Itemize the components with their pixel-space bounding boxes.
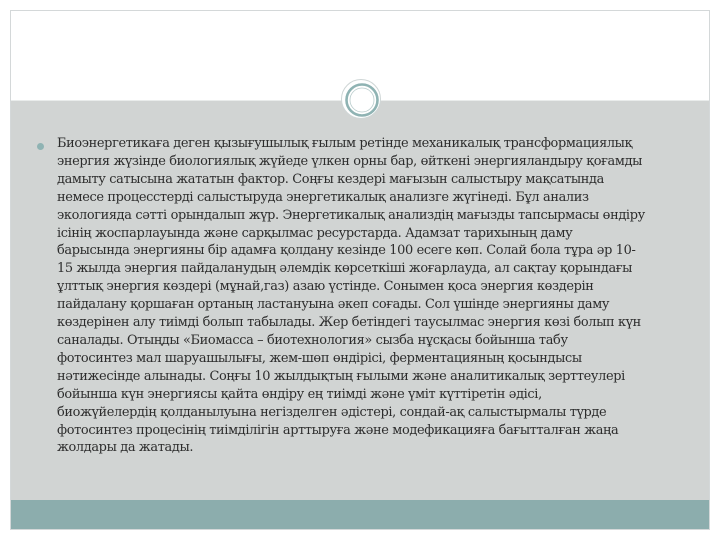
slide-content xyxy=(31,135,699,457)
slide-footer-band xyxy=(11,500,709,529)
circle-ring-icon xyxy=(341,79,381,119)
slide xyxy=(10,10,710,530)
round-bullet-icon xyxy=(37,143,44,150)
bullet-paragraph: Биоэнергетикаға деген қызығушылық ғылым ретінде механикалық трансформациялық энергия жүзінде биологиялық жүйеде үлкен орны бар, өйткені энергияландыру қоғамды дамыту сатысына жататын фактор. Соңғы кездері мағызын салыстыру мақсатында немесе процесстерді салыстыруда энергетикалық анализге жүгінеді. Бұл анализ экологияда сәтті орындалып жүр. Энергетикалық анализдің мағызды тапсырмасы өндіру ісінің жоспарлауында және сарқылмас ресурстарда. Адамзат тарихының даму барысында энергияны бір адамға қолдану кезінде 100 есеге көп. Солай бола тұра әр 10- 15 жылда энергия пайдаланудың әлемдік көрсеткіші жоғарлауда, ал сақтау қорындағы ұлттық энергия көздері (мұнай,газ) азаю үстінде. Сонымен қоса энергия көздерін пайдалану қоршаған ортаның ластануына әкеп соғады. Сол үшінде энергияны даму көздерінен алу тиімді болып табылады. Жер бетіндегі таусылмас энергия көзі болып күн саналады. Отыңды «Биомасса – биотехнология» сызба нұсқасы бойынша табу фотосинтез мал шаруашылығы, жем-шөп өндірісі, ферментацияның қосындысы нәтижесінде алынады. Соңғы 10 жылдықтың ғылыми және аналитикалық зерттеулері бойынша күн энергиясы қайта өндіру ең тиімді және үміт күттіретін әдісі, биожүйелердің қолданылуына негізделген әдістері, сондай-ақ салыстырмалы түрде фотосинтез процесінің тиімділігін арттыруға және модефикацияға бағытталған жаңа жолдары да жатады. xyxy=(57,136,645,456)
bullet-item xyxy=(31,135,699,457)
